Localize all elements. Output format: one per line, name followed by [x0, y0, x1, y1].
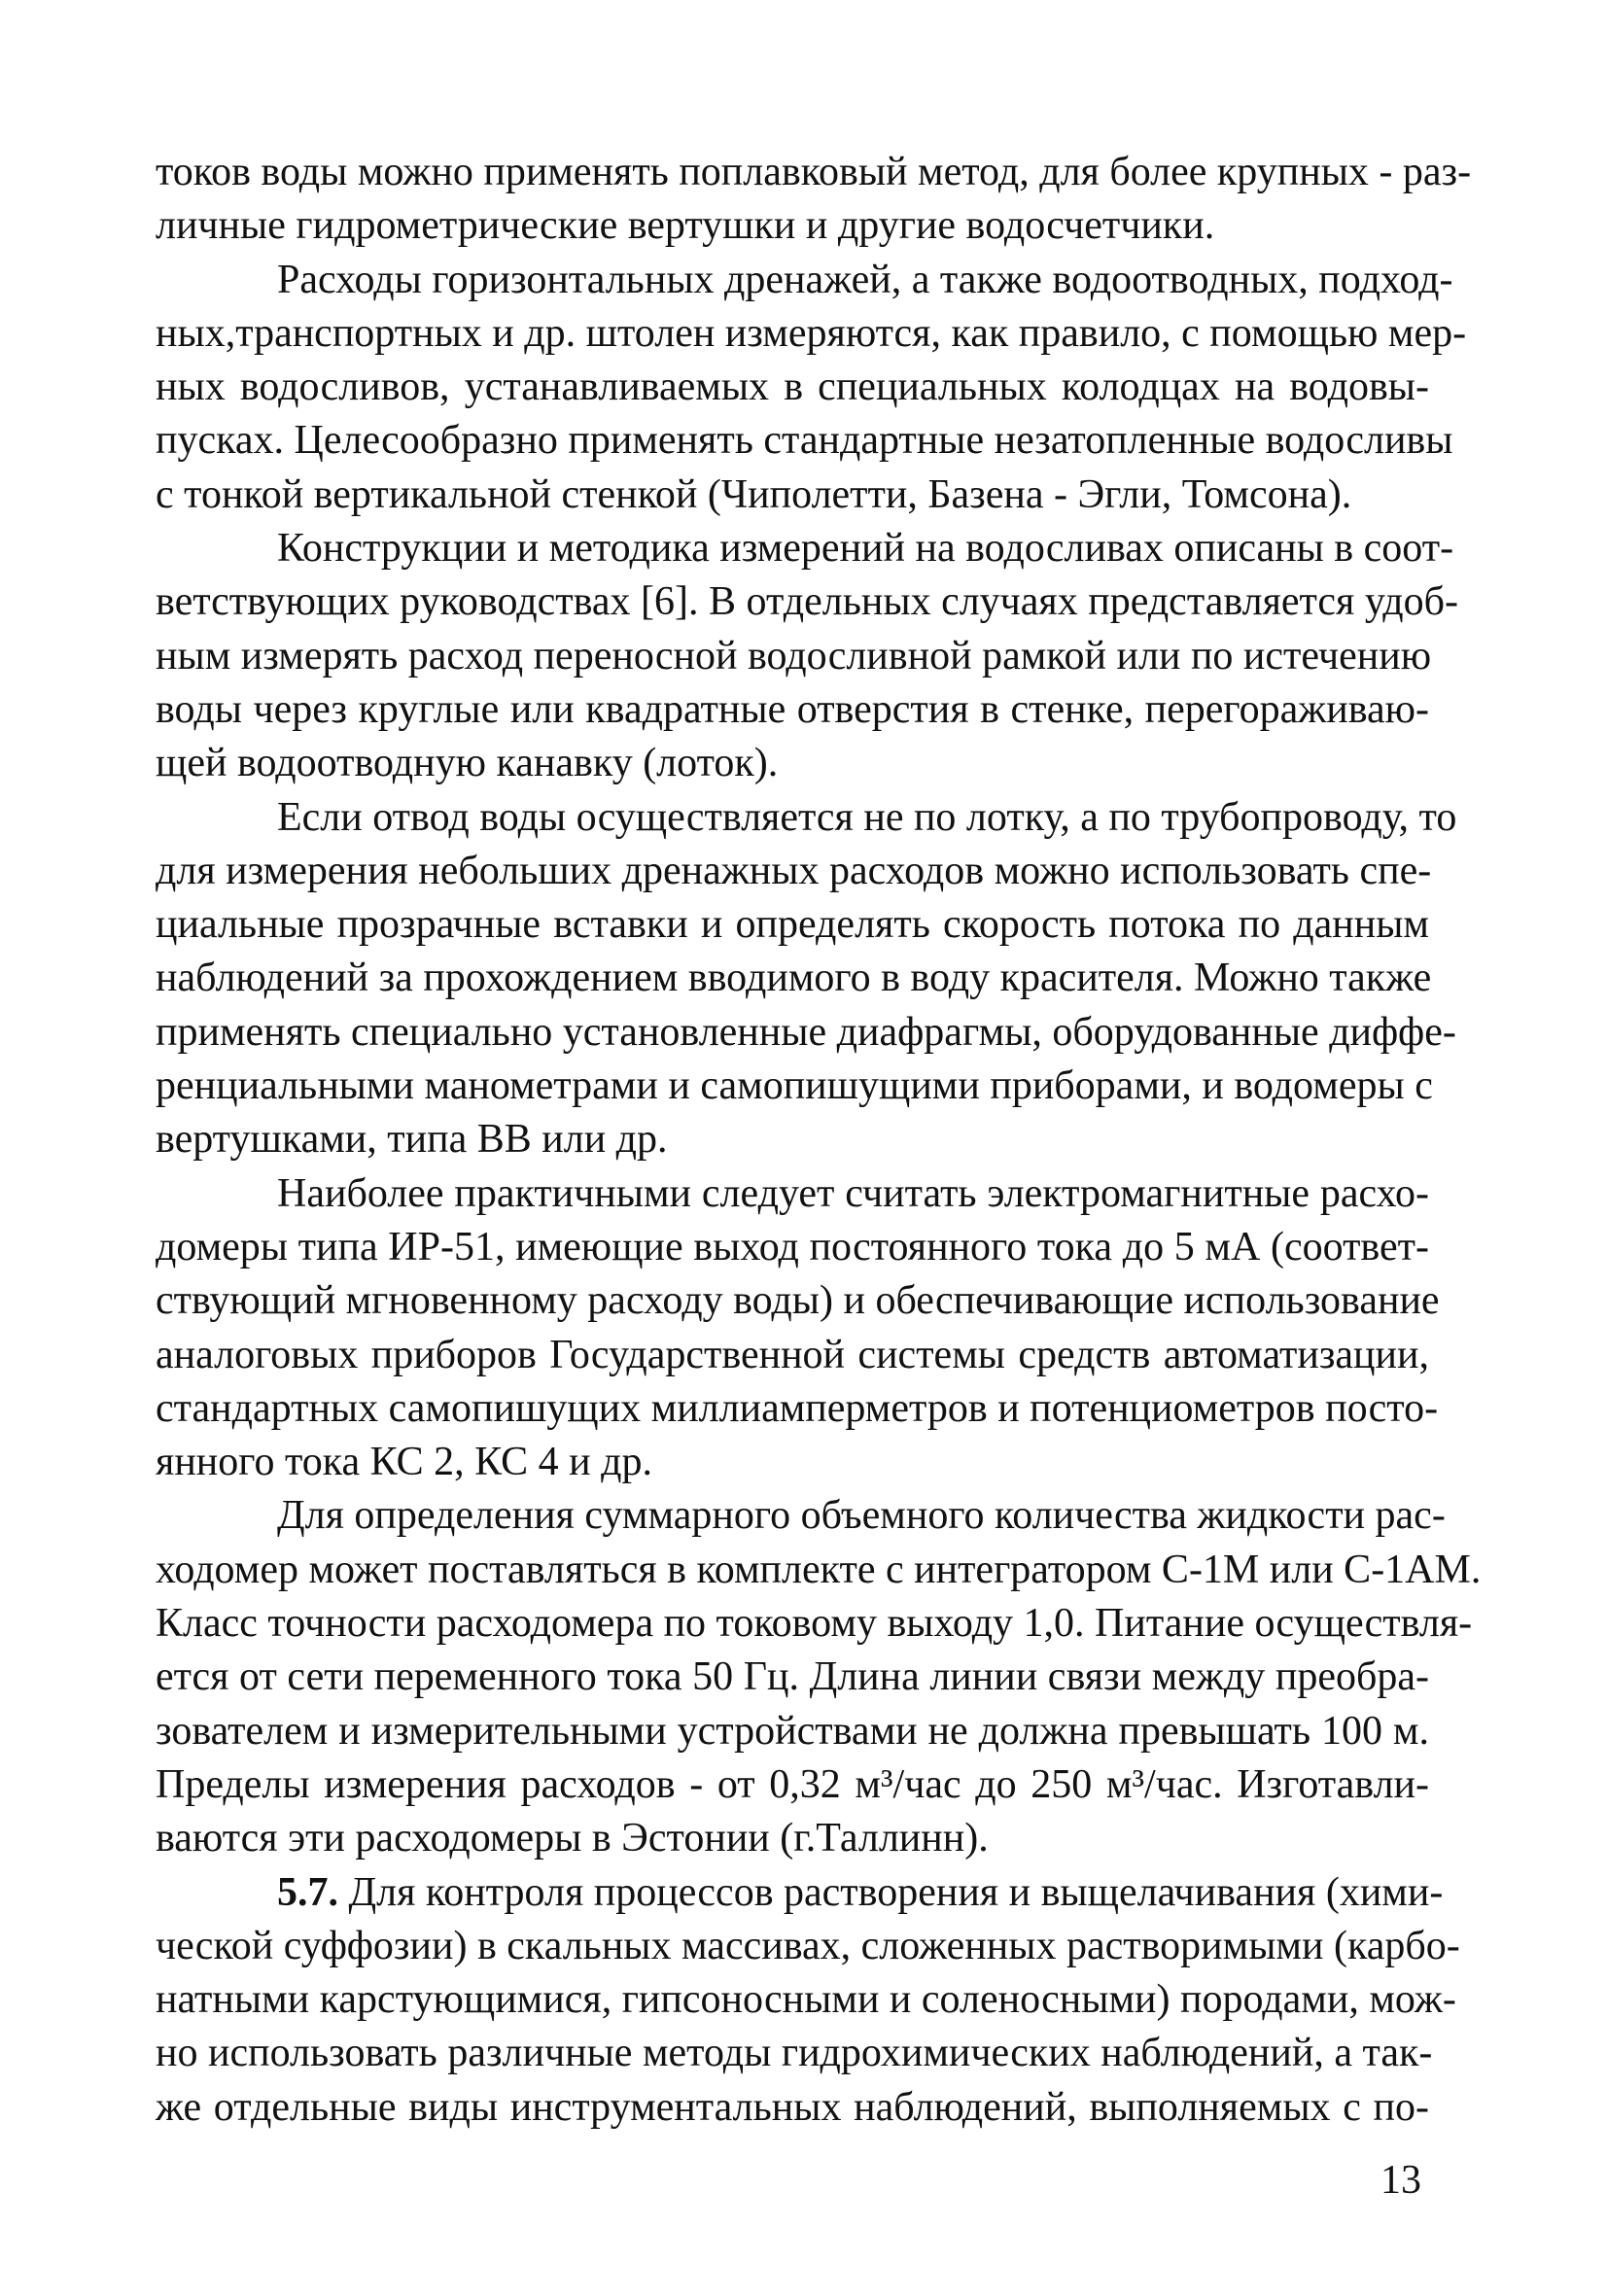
text-line: Пределы измерения расходов - от 0,32 м³/час до 250 м³/час. Изготавли- — [156, 1761, 1429, 1807]
text-line: ческой суффозии) в скальных массивах, сложенных растворимыми (карбо- — [156, 1923, 1460, 1968]
text-line: пусках. Целесообразно применять стандартные незатопленные водосливы — [156, 418, 1453, 464]
text-line: зователем и измерительными устройствами не должна превышать 100 м. — [156, 1708, 1429, 1754]
text-line: ным измерять расход переносной водосливной рамкой или по истечению — [156, 633, 1432, 678]
text-line: ваются эти расходомеры в Эстонии (г.Таллинн). — [156, 1816, 989, 1861]
text-line: ветствующих руководствах [6]. В отдельных случаях представляется удоб- — [156, 579, 1458, 625]
text-line: с тонкой вертикальной стенкой (Чиполетти, Базена - Эгли, Томсона). — [156, 471, 1352, 517]
page-number: 13 — [1380, 2158, 1421, 2203]
text-line: личные гидрометрические вертушки и другие водосчетчики. — [156, 203, 1215, 249]
text-line: вертушками, типа ВВ или др. — [156, 1117, 668, 1163]
text-line: домеры типа ИР-51, имеющие выход постоянного тока до 5 мА (соответ- — [156, 1224, 1429, 1270]
paragraph-section-5-7 — [156, 1866, 1460, 2135]
text-line: Наиболее практичными следует считать электромагнитные расхо- — [277, 1170, 1429, 1216]
paragraph-continuation — [156, 146, 1472, 254]
document-body — [156, 146, 1482, 2135]
text-line: стандартных самопишущих миллиамперметров и потенциометров посто- — [156, 1385, 1439, 1431]
text-line: Конструкции и методика измерений на водосливах описаны в соот- — [277, 526, 1454, 572]
text-line-rest: Для контроля процессов растворения и выщелачивания (хими- — [348, 1869, 1444, 1915]
text-line: токов воды можно применять поплавковый метод, для более крупных - раз- — [156, 150, 1472, 194]
text-line: же отдельные виды инструментальных наблюдений, выполняемых с по- — [156, 2084, 1429, 2130]
text-line: ных,транспортных и др. штолен измеряются, как правило, с помощью мер- — [156, 310, 1467, 356]
text-line: ных водосливов, устанавливаемых в специальных колодцах на водовы- — [156, 365, 1429, 410]
text-line: ствующий мгновенному расходу воды) и обеспечивающие использование — [156, 1278, 1440, 1324]
paragraph-horizontal-drainage — [156, 254, 1467, 522]
text-line — [156, 1866, 1444, 1920]
text-line: но использовать различные методы гидрохимических наблюдений, а так- — [156, 2031, 1433, 2076]
text-line: Для определения суммарного объемного количества жидкости рас- — [277, 1493, 1446, 1539]
text-line: янного тока КС 2, КС 4 и др. — [156, 1440, 652, 1485]
text-line: Класс точности расходомера по токовому выходу 1,0. Питание осуществля- — [156, 1601, 1473, 1647]
text-line: Если отвод воды осуществляется не по лотку, а по трубопроводу, то — [277, 794, 1457, 840]
text-line: наблюдений за прохождением вводимого в воду красителя. Можно также — [156, 956, 1432, 1001]
text-line: воды через круглые или квадратные отверстия в стенке, перегораживаю- — [156, 686, 1429, 732]
text-line: Расходы горизонтальных дренажей, а также водоотводных, подход- — [277, 257, 1453, 302]
text-line: аналоговых приборов Государственной системы средств автоматизации, — [156, 1332, 1429, 1377]
paragraph-weir-constructions — [156, 522, 1458, 790]
text-line: ренциальными манометрами и самопишущими приборами, и водомеры с — [156, 1063, 1433, 1109]
text-line: ется от сети переменного тока 50 Гц. Длина линии связи между преобра- — [156, 1654, 1429, 1700]
text-line: ходомер может поставляться в комплекте с интегратором С-1М или С-1АМ. — [156, 1547, 1482, 1592]
text-line: применять специально установленные диафрагмы, оборудованные диффе- — [156, 1009, 1456, 1055]
text-line: для измерения небольших дренажных расходов можно использовать спе- — [156, 848, 1432, 893]
text-line: циальные прозрачные вставки и определять скорость потока по данным — [156, 902, 1429, 948]
paragraph-pipeline-measurement — [156, 791, 1457, 1167]
section-number: 5.7. — [277, 1869, 338, 1915]
paragraph-total-volume — [156, 1489, 1482, 1865]
text-line: щей водоотводную канавку (лоток). — [156, 741, 779, 786]
paragraph-electromagnetic-flowmeters — [156, 1167, 1440, 1490]
text-line: натными карстующимися, гипсоносными и соленосными) породами, мож- — [156, 1977, 1456, 2023]
